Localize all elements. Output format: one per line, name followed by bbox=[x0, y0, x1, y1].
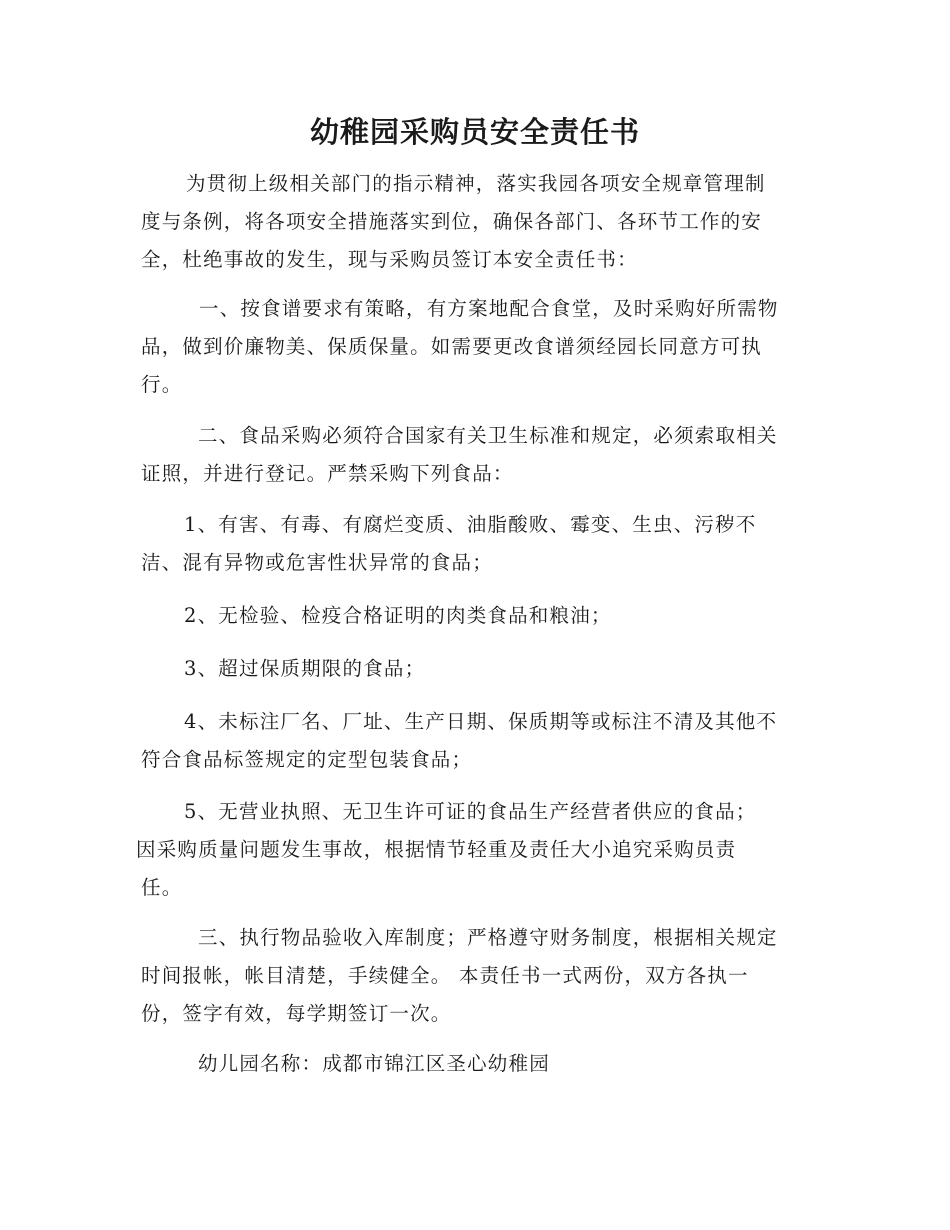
section-1-line-2: 品，做到价廉物美、保质保量。如需要更改食谱须经园长同意方可执 bbox=[141, 335, 763, 358]
section-3-paragraph bbox=[141, 919, 809, 1033]
item-5-line-2: 因采购质量问题发生事故，根据情节轻重及责任大小追究采购员责 bbox=[136, 838, 737, 861]
item-4-line-1: 4、未标注厂名、厂址、生产日期、保质期等或标注不清及其他不 bbox=[184, 710, 778, 733]
item-4-line-2: 符合食品标签规定的定型包装食品； bbox=[141, 748, 473, 771]
section-3-line-3: 份，签字有效，每学期签订一次。 bbox=[141, 1002, 452, 1025]
intro-line-1: 为贯彻上级相关部门的指示精神，落实我园各项安全规章管理制 bbox=[186, 172, 766, 195]
kindergarten-name-paragraph bbox=[141, 1045, 809, 1083]
section-1-line-3: 行。 bbox=[141, 373, 183, 396]
intro-line-3: 全，杜绝事故的发生，现与采购员签订本安全责任书： bbox=[141, 248, 638, 271]
intro-line-2: 度与条例，将各项安全措施落实到位，确保各部门、各环节工作的安 bbox=[141, 210, 763, 233]
intro-paragraph bbox=[141, 165, 809, 279]
section-1-line-1: 一、按食谱要求有策略，有方案地配合食堂，及时采购好所需物 bbox=[199, 297, 779, 320]
item-3-line-1: 3、超过保质期限的食品； bbox=[184, 657, 426, 680]
item-3-paragraph bbox=[141, 650, 809, 688]
section-2-line-2: 证照，并进行登记。严禁采购下列食品： bbox=[141, 462, 514, 485]
kindergarten-name: 幼儿园名称：成都市锦江区圣心幼稚园 bbox=[198, 1052, 550, 1075]
item-2-paragraph bbox=[141, 597, 809, 635]
item-5-line-1: 5、无营业执照、无卫生许可证的食品生产经营者供应的食品； bbox=[184, 800, 757, 823]
section-1-paragraph bbox=[141, 290, 809, 404]
document-title: 幼稚园采购员安全责任书 bbox=[309, 115, 640, 149]
item-5-paragraph bbox=[136, 793, 809, 907]
item-1-line-1: 1、有害、有毒、有腐烂变质、油脂酸败、霉变、生虫、污秽不 bbox=[184, 513, 757, 536]
item-4-paragraph bbox=[141, 703, 809, 779]
item-1-line-2: 洁、混有异物或危害性状异常的食品； bbox=[141, 551, 493, 574]
section-2-line-1: 二、食品采购必须符合国家有关卫生标准和规定，必须索取相关 bbox=[198, 424, 778, 447]
item-5-line-3: 任。 bbox=[141, 876, 183, 899]
section-3-line-1: 三、执行物品验收入库制度；严格遵守财务制度，根据相关规定 bbox=[198, 926, 778, 949]
item-1-paragraph bbox=[141, 506, 809, 582]
item-2-line-1: 2、无检验、检疫合格证明的肉类食品和粮油； bbox=[184, 604, 612, 627]
section-2-paragraph bbox=[141, 417, 809, 493]
section-3-line-2: 时间报帐，帐目清楚，手续健全。 本责任书一式两份，双方各执一 bbox=[141, 964, 749, 987]
